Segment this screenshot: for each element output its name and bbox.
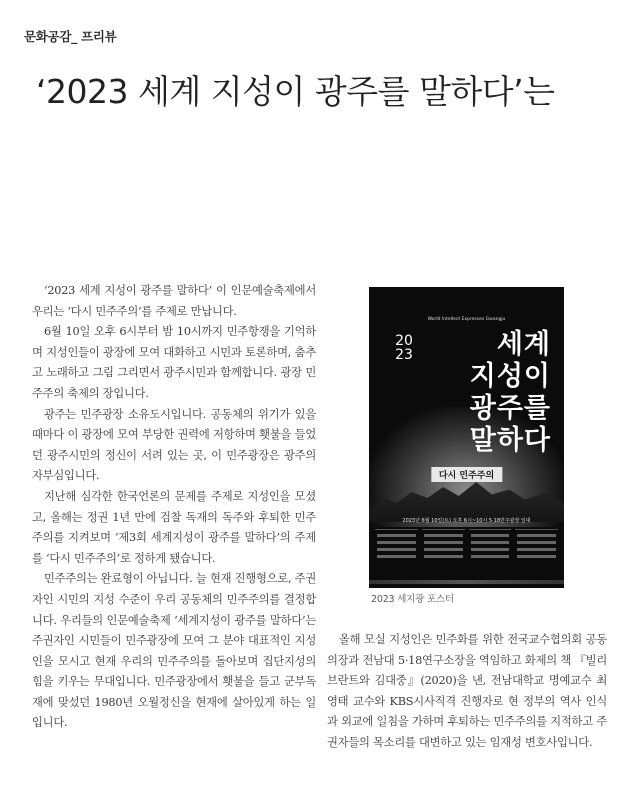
poster-title-line: 광주를 xyxy=(469,393,551,424)
poster-sponsor-strip xyxy=(369,580,564,584)
poster-program-cell xyxy=(469,529,512,575)
paragraph: ‘2023 세계 지성이 광주를 말하다’ 이 인문예술축제에서 우리는 ‘다시 민주주의’를 주제로 만납니다. xyxy=(32,284,316,318)
poster-program-grid xyxy=(375,529,558,575)
poster-motto: World Intellect Expresses Gwangju xyxy=(427,317,506,322)
poster-badge: 다시 민주주의 xyxy=(431,467,502,482)
section-label: 문화공감_ 프리뷰 xyxy=(24,29,117,44)
article-body-right xyxy=(327,630,607,754)
poster-title-line: 지성이 xyxy=(469,361,551,392)
poster-title-line: 말하다 xyxy=(469,425,551,456)
article-body-left xyxy=(32,281,316,734)
event-poster-image xyxy=(369,287,564,588)
poster-year: 2023 xyxy=(395,333,413,363)
paragraph: 광주는 민주광장 소유도시입니다. 공동체의 위기가 있을 때마다 이 광장에 모여 부당한 권력에 저항하며 횃불을 들었던 광주시민의 정신이 서려 있는 곳, 이 민주광장은 광주의 자부심입니다. xyxy=(32,407,316,483)
paragraph: 6월 10일 오후 6시부터 밤 10시까지 민주항쟁을 기억하며 지성인들이 광장에 모여 대화하고 시민과 토론하며, 춤추고 노래하고 그림 그리면서 광주시민과 함께합니다. 광장 민주주의 축제의 장입니다. xyxy=(32,325,316,400)
poster-program-cell xyxy=(375,529,418,575)
poster-program-cell xyxy=(515,529,558,575)
paragraph: 올해 모실 지성인은 민주화를 위한 전국교수협의회 공동의장과 전남대 5·18연구소장을 역임하고 화제의 책 『빌리브란트와 김대중』(2020)을 낸, 전남대학교 명예교수 최영태 교수와 KBS시사직격 진행자로 현 정부의 역사 인식과 외교에 일침을 가하며 후퇴하는 민주주의를 지적하고 주권자들의 목소리를 대변하고 있는 임재성 변호사입니다. xyxy=(327,633,607,749)
poster-caption: 2023 세지광 포스터 xyxy=(371,594,454,605)
poster-date: 2023년 6월 10일(토) 오후 6시~10시 5·18민주광장 일대 xyxy=(402,518,531,524)
poster-title xyxy=(391,329,551,457)
poster-title-line: 세계 xyxy=(496,329,551,360)
article-headline: ‘2023 세계 지성이 광주를 말하다’는 xyxy=(36,72,555,111)
paragraph: 지난해 심각한 한국언론의 문제를 주제로 지성인을 모셨고, 올해는 정권 1년 만에 검찰 독재의 독주와 후퇴한 민주주의를 지켜보며 ‘제3회 세계지성이 광주를 말하다’의 주제를 ‘다시 민주주의’로 정하게 됐습니다. xyxy=(32,489,316,565)
paragraph: 민주주의는 완료형이 아닙니다. 늘 현재 진행형으로, 주권자인 시민의 지성 수준이 우리 공동체의 민주주의를 결정합니다. 우리들의 인문예술축제 ‘세계지성이 광주를 말하다’는 주권자인 시민들이 민주광장에 모여 그 분야 대표적인 지성인을 모시고 현재 우리의 민주주의를 돌아보며 집단지성의 힘을 키우는 무대입니다. 민주광장에서 횃불을 들고 군부독재에 맞섰던 1980년 오월정신을 현재에 살아있게 하는 일입니다. xyxy=(32,572,316,730)
poster-program-cell xyxy=(422,529,465,575)
